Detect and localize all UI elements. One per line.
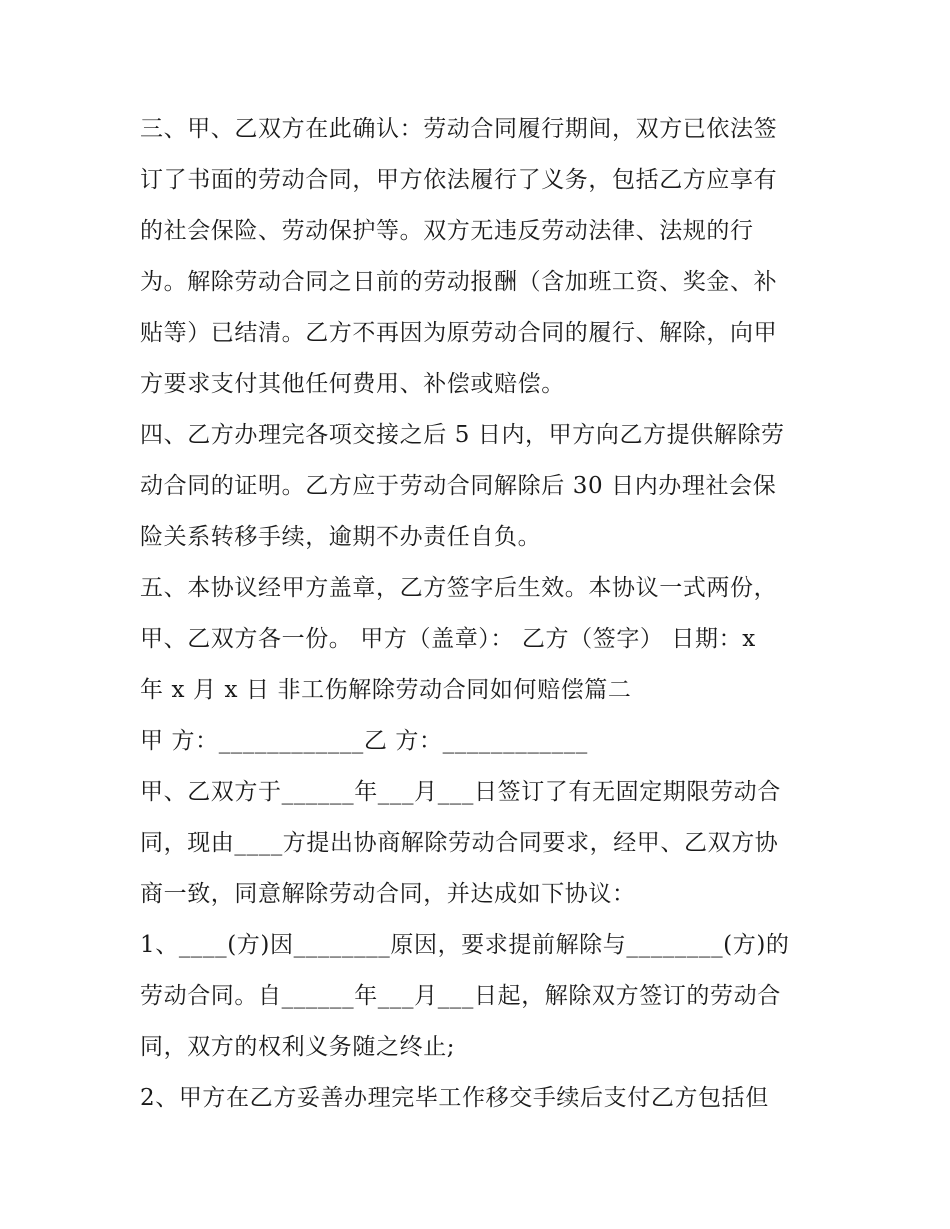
text-line-17: 1、____(方)因________原因，要求提前解除与________(方)的	[140, 932, 790, 958]
text-line-1: 三、甲、乙双方在此确认：劳动合同履行期间，双方已依法签	[140, 116, 778, 142]
text-line-16: 商一致，同意解除劳动合同，并达成如下协议：	[140, 881, 636, 907]
text-line-5: 贴等）已结清。乙方不再因为原劳动合同的履行、解除，向甲	[140, 320, 778, 346]
text-line-15: 同，现由____方提出协商解除劳动合同要求，经甲、乙双方协	[140, 830, 779, 856]
text-line-11: 甲、乙双方各一份。 甲方（盖章）： 乙方（签字） 日期：x	[140, 626, 756, 652]
text-line-14: 甲、乙双方于______年___月___日签订了有无固定期限劳动合	[140, 779, 781, 805]
text-line-8: 动合同的证明。乙方应于劳动合同解除后 30 日内办理社会保	[140, 473, 777, 499]
text-line-7: 四、乙方办理完各项交接之后 5 日内，甲方向乙方提供解除劳	[140, 422, 785, 448]
text-line-13: 甲 方：____________乙 方：____________	[140, 728, 588, 754]
text-line-6: 方要求支付其他任何费用、补偿或赔偿。	[140, 371, 565, 397]
text-line-18: 劳动合同。自______年___月___日起，解除双方签订的劳动合	[140, 983, 781, 1009]
text-line-19: 同，双方的权利义务随之终止;	[140, 1034, 456, 1060]
text-line-12: 年 x 月 x 日 非工伤解除劳动合同如何赔偿篇二	[140, 677, 632, 703]
text-line-4: 为。解除劳动合同之日前的劳动报酬（含加班工资、奖金、补	[140, 269, 778, 295]
text-line-3: 的社会保险、劳动保护等。双方无违反劳动法律、法规的行	[140, 218, 754, 244]
text-line-9: 险关系转移手续，逾期不办责任自负。	[140, 524, 542, 550]
text-line-2: 订了书面的劳动合同，甲方依法履行了义务，包括乙方应享有	[140, 167, 778, 193]
text-line-20: 2、甲方在乙方妥善办理完毕工作移交手续后支付乙方包括但	[140, 1085, 769, 1111]
text-line-10: 五、本协议经甲方盖章，乙方签字后生效。本协议一式两份，	[140, 575, 778, 601]
